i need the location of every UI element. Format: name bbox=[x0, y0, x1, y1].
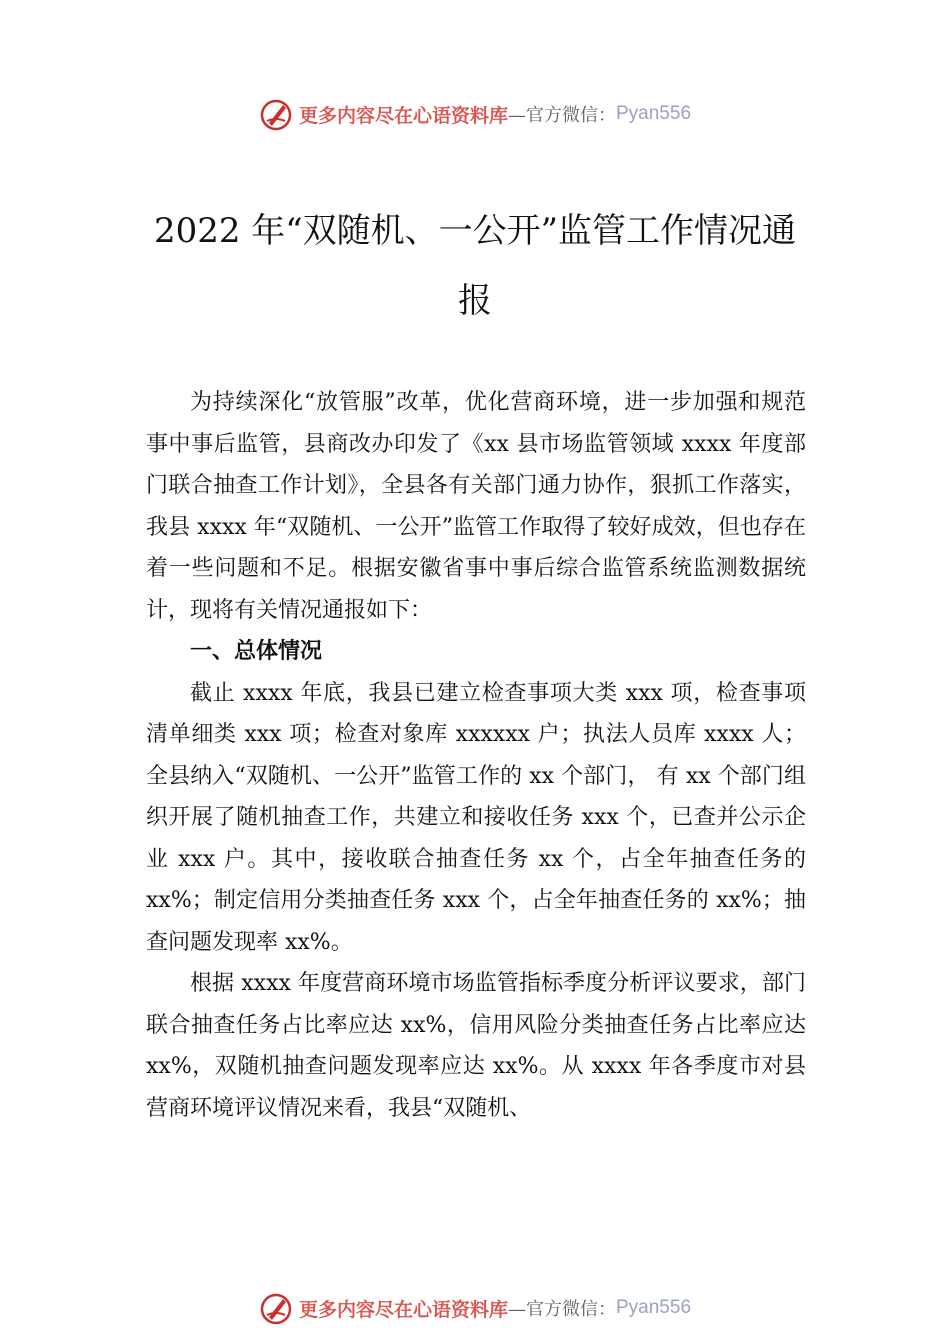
banner-main-text: 更多内容尽在心语资料库 bbox=[298, 1298, 508, 1321]
footer-banner bbox=[0, 1286, 950, 1330]
title-line-1: 2022 年“双随机、一公开”监管工作情况通 bbox=[153, 211, 797, 251]
header-banner bbox=[0, 92, 950, 136]
overall-paragraph-1: 截止 xxxx 年底，我县已建立检查事项大类 xxx 项，检查事项清单细类 xxx 项；检查对象库 xxxxxx 户；执法人员库 xxxx 人；全县纳入“双随机、一公开”监管工作的 xx 个部门， 有 xx 个部门组织开展了随机抽查工作，共建立和接收任务 xxx 个，已查并公示企业 xxx 户。其中，接收联合抽查任务 xx 个，占全年抽查任务的 xx%；制定信用分类抽查任务 xxx 个，占全年抽查任务的 xx%；抽查问题发现率 xx%。 bbox=[146, 680, 806, 955]
overall-paragraph-2: 根据 xxxx 年度营商环境市场监管指标季度分析评议要求，部门联合抽查任务占比率应达 xx%，信用风险分类抽查任务占比率应达 xx%，双随机抽查问题发现率应达 xx%。从 xxxx 年各季度市对县营商环境评议情况来看，我县“双随机、 bbox=[146, 971, 806, 1121]
banner-wechat-id: Pyan556 bbox=[616, 1297, 692, 1318]
title-line-2: 报 bbox=[458, 281, 492, 321]
document-title bbox=[120, 196, 830, 336]
intro-paragraph: 为持续深化“放管服”改革，优化营商环境，进一步加强和规范事中事后监管，县商改办印发了《xx 县市场监管领域 xxxx 年度部门联合抽查工作计划》，全县各有关部门通力协作，狠抓工作落实，我县 xxxx 年“双随机、一公开”监管工作取得了较好成效，但也存在着一些问题和不足。根据安徽省事中事后综合监管系统监测数据统计，现将有关情况通报如下： bbox=[146, 390, 806, 623]
pen-logo-icon bbox=[259, 97, 293, 131]
pen-logo-icon bbox=[259, 1291, 293, 1325]
document-body bbox=[146, 382, 806, 1129]
banner-wechat-id: Pyan556 bbox=[616, 103, 692, 124]
banner-main-text: 更多内容尽在心语资料库 bbox=[298, 104, 508, 127]
banner-sub-text: —官方微信： bbox=[508, 105, 616, 126]
banner-sub-text: —官方微信： bbox=[508, 1299, 616, 1320]
section-heading-overall: 一、总体情况 bbox=[190, 639, 323, 664]
